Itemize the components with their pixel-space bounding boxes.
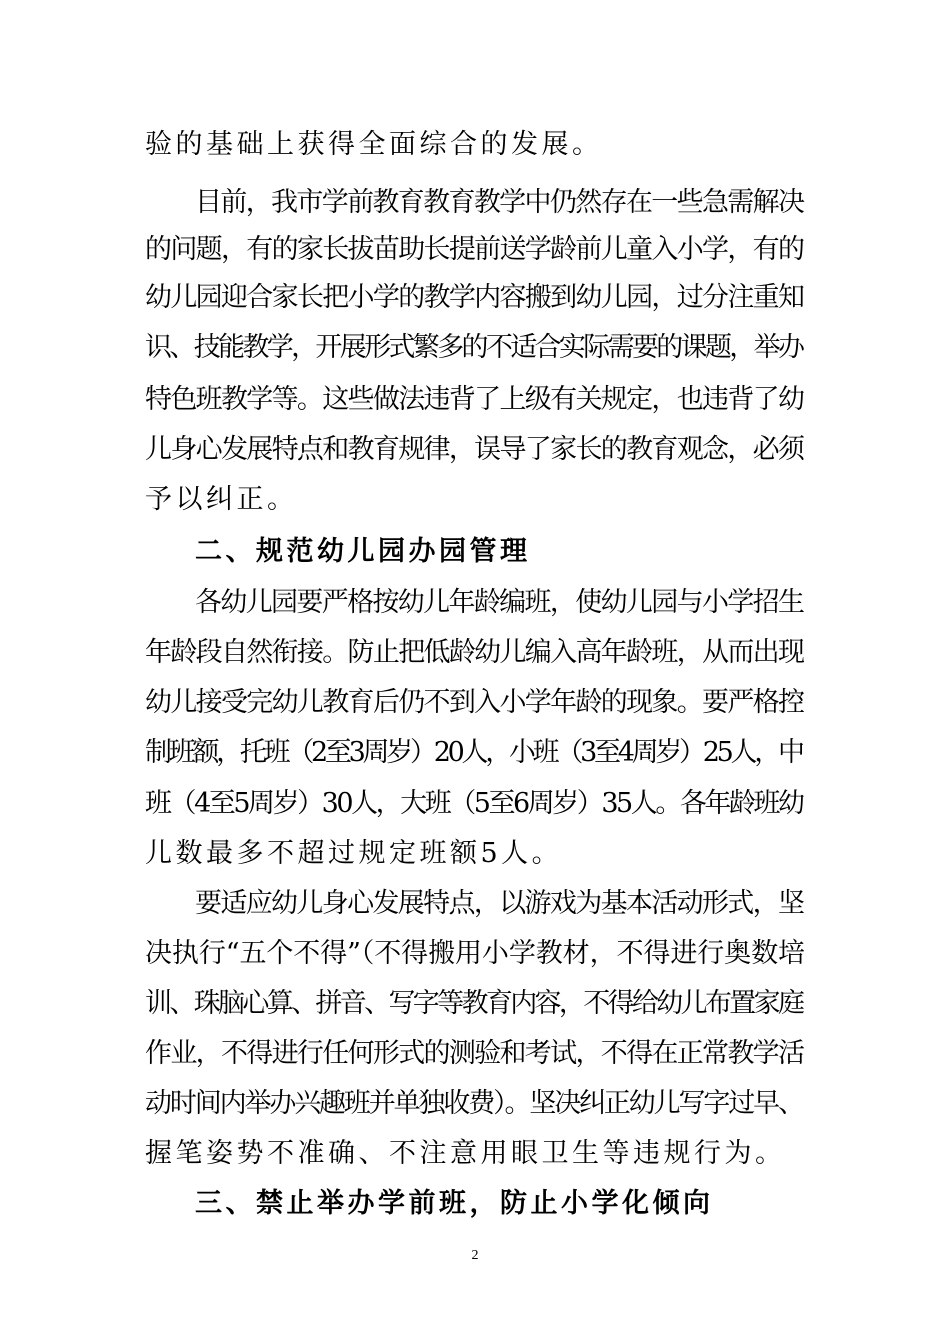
text-line: 识、技能教学，开展形式繁多的不适合实际需要的课题，举办 [145,332,803,363]
section-heading: 二、规范幼儿园办园管理 [195,536,531,567]
text-line: 训、珠脑心算、拼音、写字等教育内容，不得给幼儿布置家庭 [145,988,803,1019]
text-line: 验的基础上获得全面综合的发展。 [145,129,603,160]
text-line: 儿身心发展特点和教育规律，误导了家长的教育观念，必须 [145,434,804,465]
text-line: 年龄段自然衔接。防止把低龄幼儿编入高年龄班，从而出现 [145,637,804,668]
section-heading: 三、禁止举办学前班，防止小学化倾向 [195,1188,714,1219]
text-line: 特色班教学等。这些做法违背了上级有关规定，也违背了幼 [145,384,804,415]
text-line: 班（4至5周岁）30人，大班（5至6周岁）35人。各年龄班幼 [145,788,803,819]
text-line: 幼儿园迎合家长把小学的教学内容搬到幼儿园，过分注重知 [145,282,804,313]
text-line: 予以纠正。 [145,484,298,515]
text-line: 决执行“五个不得”（不得搬用小学教材，不得进行奥数培 [145,938,805,969]
text-line: 动时间内举办兴趣班并单独收费）。坚决纠正幼儿写字过早、 [145,1088,803,1119]
text-line: 各幼儿园要严格按幼儿年龄编班，使幼儿园与小学招生 [195,587,804,618]
text-line: 儿数最多不超过规定班额5人。 [145,838,563,869]
text-line: 制班额，托班（2至3周岁）20人，小班（3至4周岁）25人，中 [145,737,802,768]
text-line: 的问题，有的家长拔苗助长提前送学龄前儿童入小学，有的 [145,234,804,265]
text-line: 幼儿接受完幼儿教育后仍不到入小学年龄的现象。要严格控 [145,687,804,718]
page-number: 2 [471,1248,479,1263]
text-line: 目前，我市学前教育教育教学中仍然存在一些急需解决 [195,187,804,218]
text-line: 握笔姿势不准确、不注意用眼卫生等违规行为。 [145,1138,786,1169]
text-line: 作业，不得进行任何形式的测验和考试，不得在正常教学活 [145,1038,804,1069]
text-line: 要适应幼儿身心发展特点，以游戏为基本活动形式，坚 [195,888,804,919]
